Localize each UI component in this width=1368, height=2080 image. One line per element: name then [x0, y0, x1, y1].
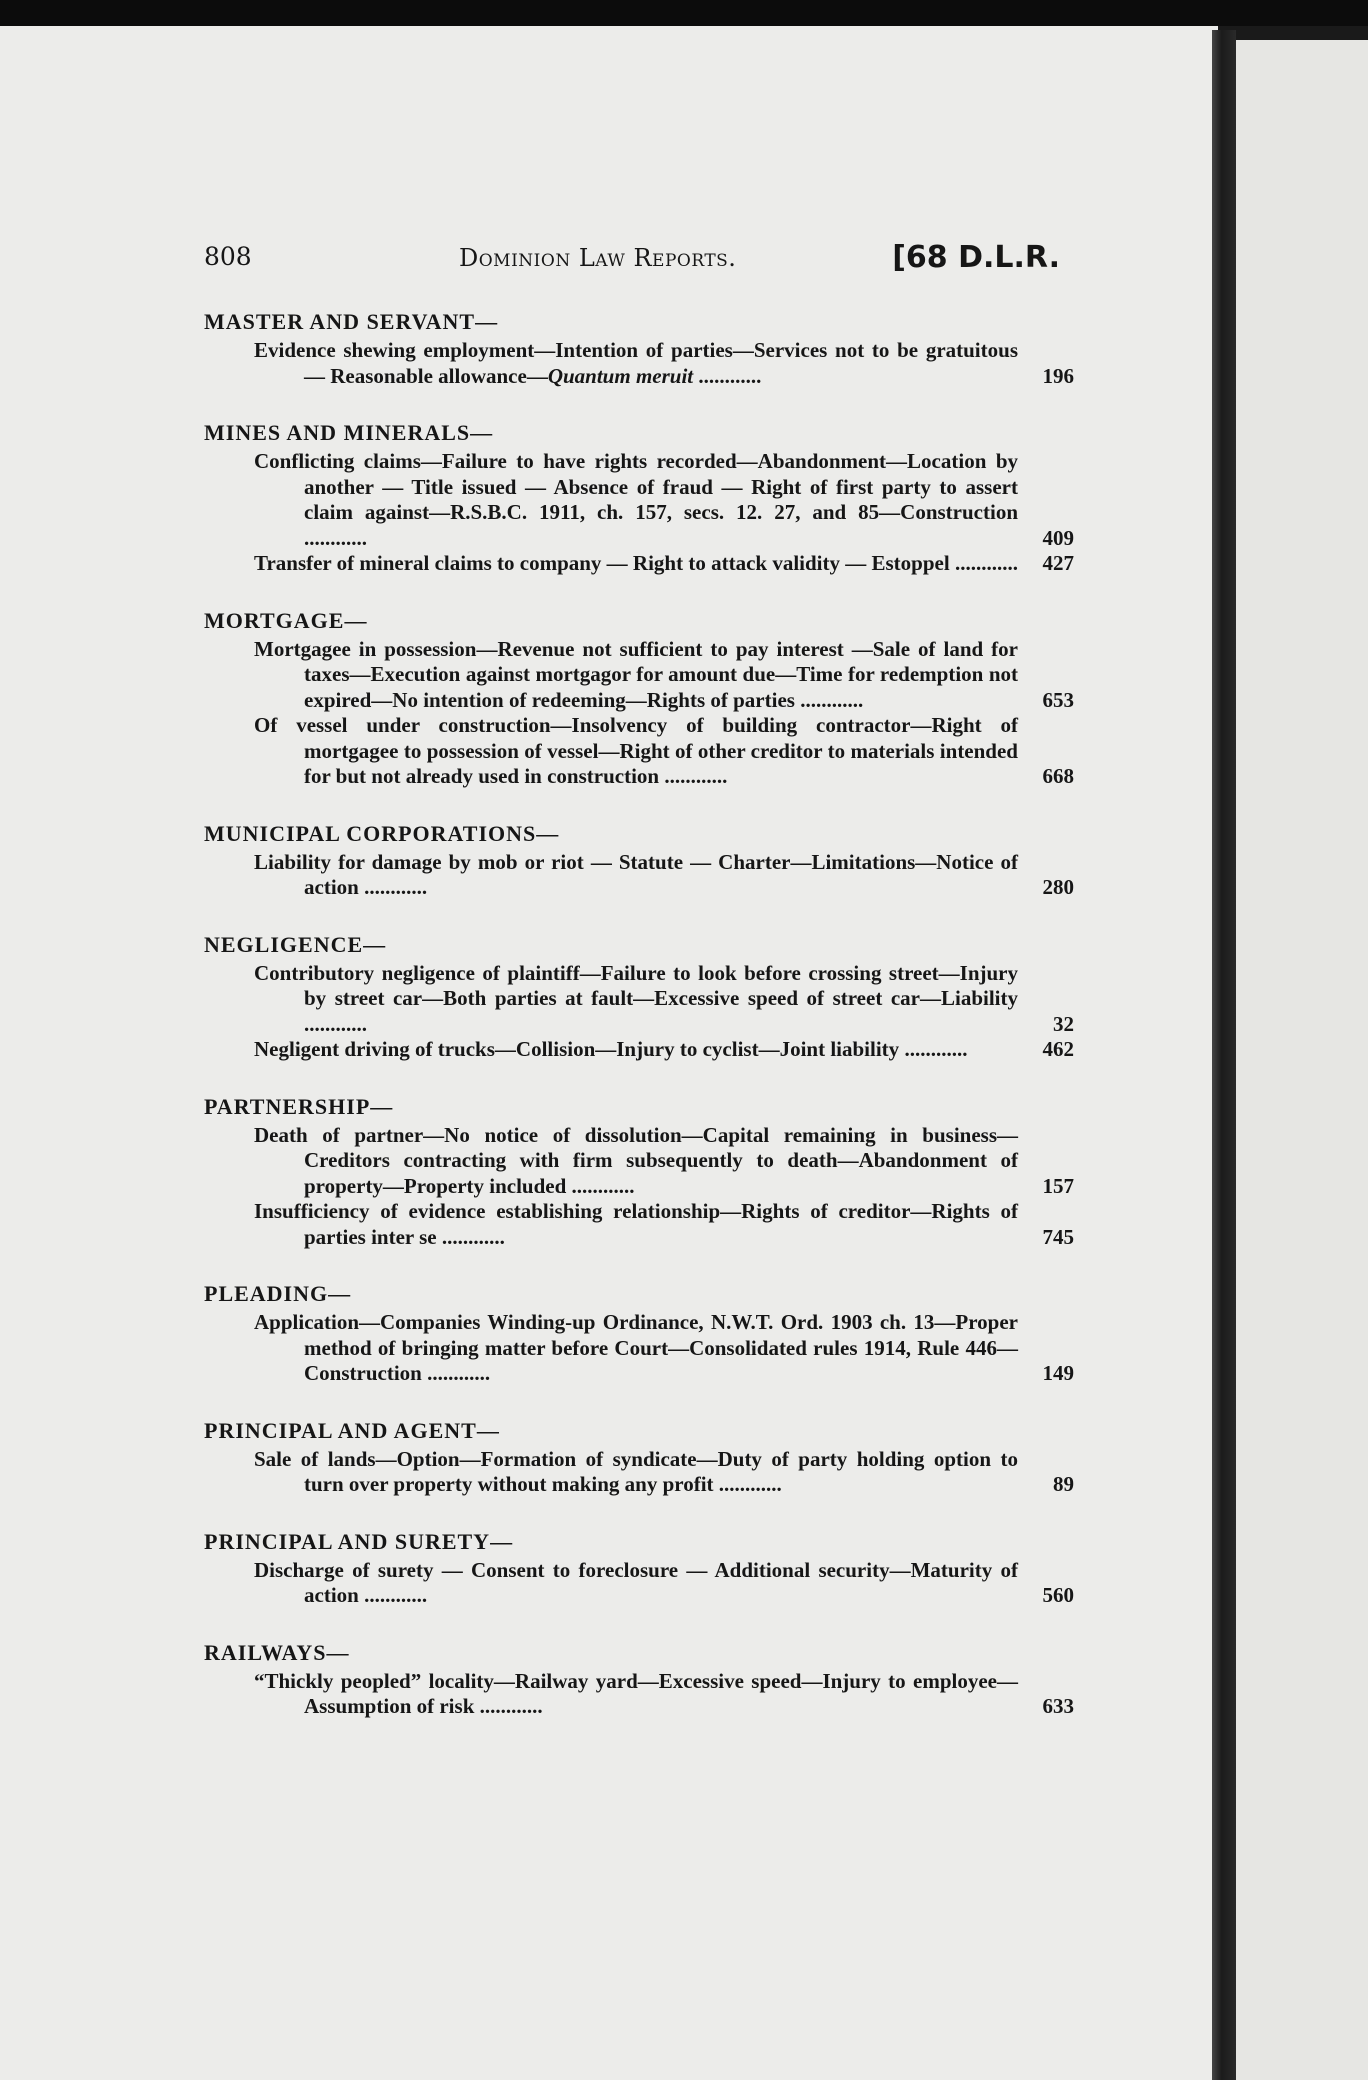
entry-text: Discharge of surety — Consent to foreclosure — Additional security—Maturity of action	[254, 1557, 1018, 1607]
page-number: 808	[204, 242, 252, 271]
entry-italic-text: Quantum meruit	[547, 363, 694, 388]
index-entry	[254, 713, 1074, 790]
page-reference: 149	[1042, 1361, 1074, 1385]
section-title: PRINCIPAL AND SURETY—	[204, 1528, 514, 1554]
page-reference: 427	[1042, 551, 1074, 575]
index-entry	[254, 849, 1074, 901]
index-entry	[254, 551, 1074, 577]
entry-text: Conflicting claims—Failure to have rights recorded—Abandonment—Location by another — Title issued — Absence of fraud — Right of first party to assert claim against—R.S.B.C. 1911, ch. 157, secs. 12. 27, and 85—Construction	[254, 449, 1018, 524]
leader-dots: ............	[304, 525, 367, 550]
book-binding	[1212, 30, 1236, 2080]
section-title: MUNICIPAL CORPORATIONS—	[204, 820, 560, 846]
index-entry	[254, 1122, 1074, 1200]
leader-dots: ............	[659, 764, 728, 788]
entry-text: Contributory negligence of plaintiff—Failure to look before crossing street—Injury by street car—Both parties at fault—Excessive speed of street car—Liability	[254, 960, 1018, 1010]
entry-text: Negligent driving of trucks—Collision—Injury to cyclist—Joint liability	[254, 1037, 900, 1061]
section-title: RAILWAYS—	[204, 1639, 350, 1665]
leader-dots: ............	[436, 1224, 505, 1249]
index-entry	[254, 1199, 1074, 1250]
section-title: PRINCIPAL AND AGENT—	[204, 1417, 500, 1443]
entry-text: Insufficiency of evidence establishing relationship—Rights of creditor—Rights of parties inter se	[254, 1199, 1018, 1249]
section-title: MORTGAGE—	[204, 607, 368, 633]
entry-text: Application—Companies Winding-up Ordinance, N.W.T. Ord. 1903 ch. 13—Proper method of bringing matter before Court—Consolidated rules 1914, Rule 446—Construction	[254, 1310, 1018, 1385]
page-reference: 32	[1053, 1011, 1074, 1036]
entry-text: Mortgagee in possession—Revenue not sufficient to pay interest —Sale of land for taxes—Execution against mortgagor for amount due—Time for redemption not expired—No intention of redeeming—Rights of parties	[254, 636, 1018, 712]
page-reference: 157	[1042, 1173, 1074, 1198]
index-section	[204, 1417, 1074, 1498]
index-section	[204, 1639, 1074, 1720]
section-title: NEGLIGENCE—	[204, 931, 387, 957]
index-section	[204, 419, 1074, 577]
leader-dots: ............	[421, 1361, 491, 1385]
section-title: MINES AND MINERALS—	[204, 420, 494, 445]
index-sections	[204, 308, 1074, 1720]
index-section	[204, 308, 1074, 389]
leader-dots: ............	[949, 551, 1018, 575]
entry-text: Of vessel under construction—Insolvency of building contractor—Right of mortgagee to possession of vessel—Right of other creditor to materials intended for but not already used in construction	[254, 713, 1018, 788]
entry-text: “Thickly peopled” locality—Railway yard—Excessive speed—Injury to employee—Assumption of risk	[254, 1668, 1018, 1718]
section-title: MASTER AND SERVANT—	[204, 309, 499, 334]
page-reference: 745	[1042, 1224, 1074, 1249]
index-section	[204, 820, 1074, 901]
index-entry	[254, 1668, 1074, 1720]
entry-text: Sale of lands—Option—Formation of syndicate—Duty of party holding option to turn over property without making any profit	[254, 1446, 1018, 1496]
page-reference: 633	[1042, 1694, 1074, 1718]
volume-reference: [68 D.L.R.	[892, 240, 1060, 275]
page-reference: 409	[1042, 525, 1074, 550]
leader-dots: ............	[358, 1583, 428, 1607]
page-reference: 196	[1042, 363, 1074, 388]
index-entry	[254, 1446, 1074, 1498]
index-entry	[254, 960, 1074, 1038]
leader-dots: ............	[713, 1472, 782, 1496]
section-title: PLEADING—	[204, 1281, 352, 1306]
page-reference: 280	[1042, 875, 1074, 899]
page-reference: 462	[1042, 1037, 1074, 1061]
leader-dots: ............	[899, 1037, 968, 1061]
page-reference: 668	[1042, 764, 1074, 788]
index-entry	[254, 1310, 1074, 1387]
entry-text: Evidence shewing employment—Intention of parties—Services not to be gratuitous — Reasonable allowance—	[254, 338, 1018, 388]
leader-dots: ............	[566, 1173, 635, 1198]
leader-dots: ............	[304, 1011, 367, 1036]
index-section	[204, 1093, 1074, 1251]
leader-dots: ............	[794, 687, 864, 712]
index-entry	[254, 1037, 1074, 1063]
page-content	[204, 240, 1074, 1750]
page-reference: 89	[1053, 1472, 1074, 1496]
leader-dots: ............	[474, 1694, 543, 1718]
index-section	[204, 607, 1074, 790]
index-entry	[254, 338, 1074, 389]
running-title: Dominion Law Reports.	[459, 244, 737, 272]
index-entry	[254, 449, 1074, 551]
index-entry	[254, 636, 1074, 714]
scan-top-edge	[0, 0, 1368, 26]
index-section	[204, 931, 1074, 1063]
entry-text: Death of partner—No notice of dissolution—Capital remaining in business—Creditors contracting with firm subsequently to death—Abandonment of property—Property included	[254, 1122, 1018, 1198]
index-section	[204, 1280, 1074, 1387]
index-entry	[254, 1557, 1074, 1609]
section-title: PARTNERSHIP—	[204, 1093, 394, 1119]
leader-dots: ............	[693, 363, 762, 388]
entry-text: Transfer of mineral claims to company — Right to attack validity — Estoppel	[254, 551, 950, 575]
book-page	[0, 26, 1218, 2080]
page-reference: 653	[1042, 687, 1074, 712]
facing-page-edge	[1236, 40, 1368, 2080]
page-reference: 560	[1042, 1583, 1074, 1607]
index-section	[204, 1528, 1074, 1609]
entry-text: Liability for damage by mob or riot — Statute — Charter—Limitations—Notice of action	[254, 849, 1018, 899]
leader-dots: ............	[358, 875, 428, 899]
running-header	[204, 240, 1074, 280]
